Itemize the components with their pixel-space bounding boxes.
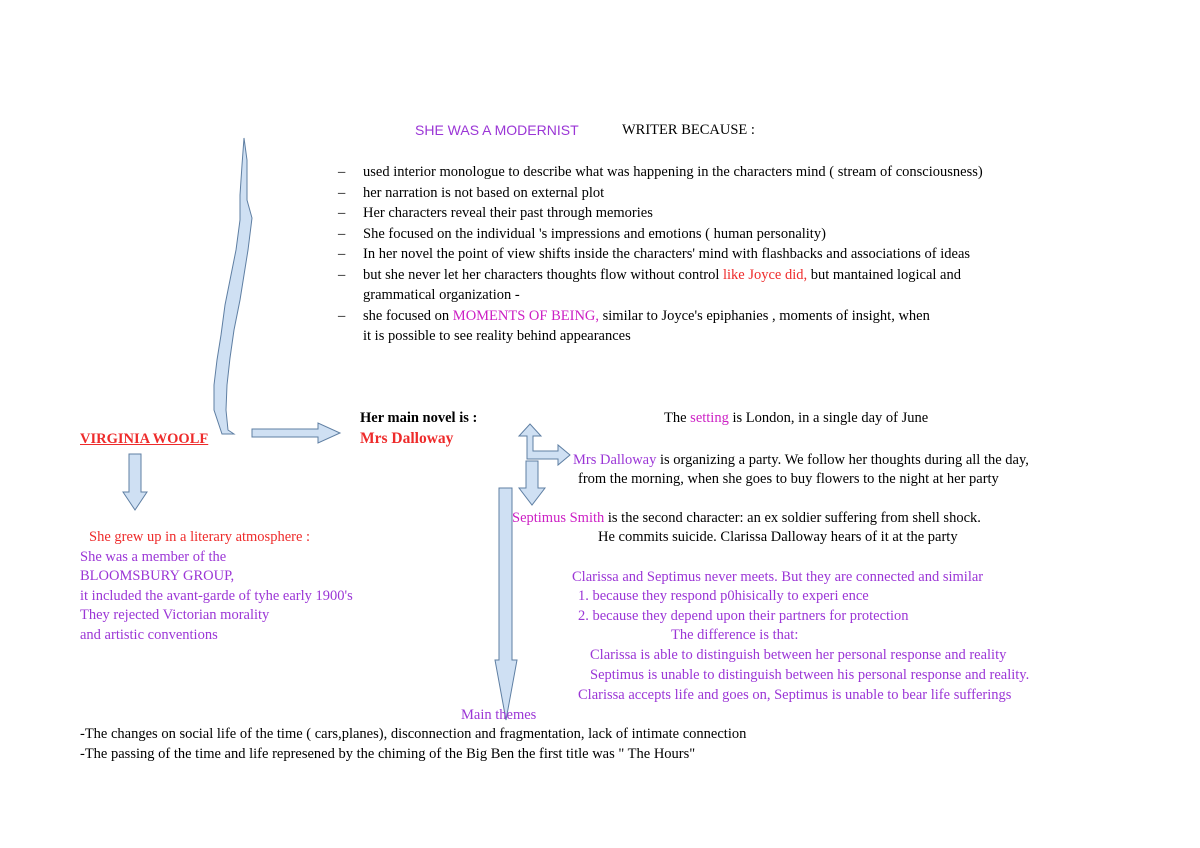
comparison-line4: The difference is that: bbox=[671, 627, 799, 643]
moments-line2: it is possible to see reality behind appearances bbox=[363, 328, 631, 344]
septimus-text: is the second character: an ex soldier suffering from shell shock. bbox=[604, 510, 981, 526]
bullet-dash: – bbox=[338, 307, 346, 324]
list-item-text: Her characters reveal their past through memories bbox=[363, 205, 653, 221]
bent-up-right-arrow bbox=[519, 424, 570, 465]
moments-after: similar to Joyce's epiphanies , moments of insight, when bbox=[599, 307, 930, 324]
bloomsbury-line5: They rejected Victorian morality bbox=[80, 607, 270, 623]
down-arrow-to-bloomsbury bbox=[123, 454, 147, 510]
list-item bbox=[338, 244, 1138, 265]
themes-heading: Main themes bbox=[461, 707, 537, 723]
bullet-dash: – bbox=[338, 184, 346, 201]
novel-title: Mrs Dalloway bbox=[360, 430, 454, 447]
bloomsbury-line4: it included the avant-garde of tyhe early 1900's bbox=[80, 588, 353, 604]
septimus-line1 bbox=[512, 509, 981, 528]
list-item bbox=[338, 224, 1138, 245]
bullet-dash: – bbox=[338, 246, 346, 262]
bullet-dash: – bbox=[338, 225, 346, 242]
novel-label: Her main novel is : bbox=[360, 410, 478, 426]
modernist-traits-list bbox=[338, 162, 1138, 347]
list-item-text: her narration is not based on external plot bbox=[363, 184, 605, 201]
setting-line bbox=[664, 409, 928, 428]
themes-line2: -The passing of the time and life represened by the chiming of the Big Ben the first title was " The Hours" bbox=[80, 746, 696, 762]
comparison-line1: Clarissa and Septimus never meets. But they are connected and similar bbox=[572, 569, 984, 585]
setting-before: The bbox=[664, 410, 691, 426]
septimus-line2: He commits suicide. Clarissa Dalloway hears of it at the party bbox=[598, 529, 958, 545]
list-item bbox=[338, 162, 1138, 183]
dalloway-name: Mrs Dalloway bbox=[573, 452, 657, 468]
setting-after: is London, in a single day of June bbox=[728, 410, 929, 426]
list-item bbox=[338, 183, 1138, 204]
bloomsbury-line2: She was a member of the bbox=[80, 549, 227, 565]
dalloway-text: is organizing a party. We follow her thoughts during all the day, bbox=[656, 452, 1029, 468]
bloomsbury-line1: She grew up in a literary atmosphere : bbox=[89, 529, 311, 545]
list-item bbox=[338, 203, 1138, 224]
list-item-moments bbox=[338, 306, 1138, 347]
comparison-line2: 1. because they respond p0hisically to experi ence bbox=[578, 588, 869, 604]
joyce-highlight: like Joyce did, bbox=[722, 266, 808, 283]
moments-highlight: MOMENTS OF BEING, bbox=[452, 307, 600, 324]
dalloway-line2: from the morning, when she goes to buy flowers to the night at her party bbox=[578, 471, 999, 487]
down-arrow-to-septimus bbox=[519, 461, 545, 505]
dalloway-line1 bbox=[573, 451, 1029, 470]
joyce-after: but mantained logical and bbox=[807, 266, 961, 283]
septimus-name: Septimus Smith bbox=[512, 510, 605, 526]
list-item-text: She focused on the individual 's impressions and emotions ( human personality) bbox=[363, 225, 826, 242]
author-name: VIRGINIA WOOLF bbox=[80, 431, 209, 447]
comparison-line3: 2. because they depend upon their partners for protection bbox=[578, 608, 909, 624]
modernist-heading: SHE WAS A MODERNIST bbox=[415, 122, 579, 138]
bloomsbury-line3: BLOOMSBURY GROUP, bbox=[80, 568, 235, 584]
list-item-text: In her novel the point of view shifts inside the characters' mind with flashbacks and associations of ideas bbox=[363, 246, 971, 262]
moments-before: she focused on bbox=[363, 307, 453, 324]
joyce-before: but she never let her characters thoughts flow without control bbox=[363, 266, 723, 283]
list-item-joyce bbox=[338, 265, 1138, 306]
bloomsbury-line6: and artistic conventions bbox=[80, 627, 218, 643]
bullet-dash: – bbox=[338, 205, 346, 221]
wavy-up-arrow bbox=[214, 138, 252, 434]
right-arrow-to-novel bbox=[252, 423, 340, 443]
comparison-line5: Clarissa is able to distinguish between her personal response and reality bbox=[590, 647, 1007, 663]
list-item-text: used interior monologue to describe what was happening in the characters mind ( stream of consciousness) bbox=[363, 164, 983, 180]
comparison-line6: Septimus is unable to distinguish between his personal response and reality. bbox=[590, 667, 1030, 683]
bullet-dash: – bbox=[338, 164, 346, 180]
setting-highlight: setting bbox=[690, 410, 729, 426]
comparison-line7: Clarissa accepts life and goes on, Septimus is unable to bear life sufferings bbox=[578, 687, 1012, 703]
themes-line1: -The changes on social life of the time ( cars,planes), disconnection and fragmentation, lack of intimate connection bbox=[80, 726, 747, 742]
writer-because-heading: WRITER BECAUSE : bbox=[622, 122, 755, 138]
joyce-line2: grammatical organization - bbox=[363, 287, 520, 303]
bullet-dash: – bbox=[338, 266, 346, 283]
